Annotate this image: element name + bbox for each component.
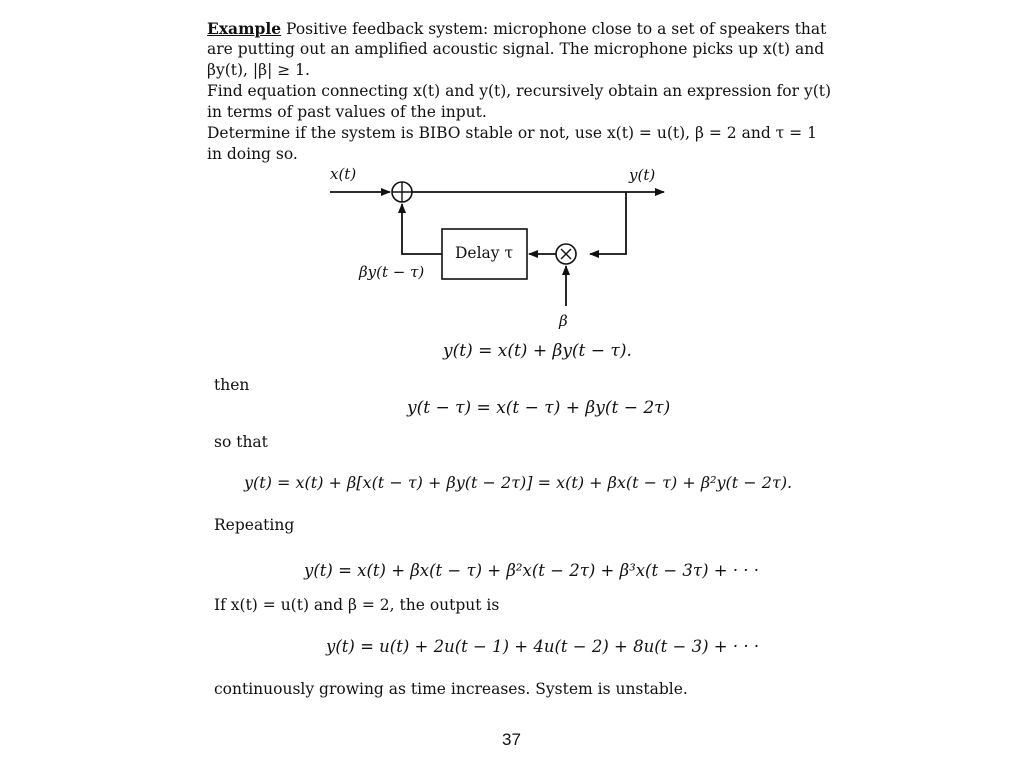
- gain-label: β: [559, 312, 568, 330]
- input-label: x(t): [330, 165, 357, 183]
- summing-junction: [392, 182, 412, 202]
- problem-line-3: βy(t), |β| ≥ 1.: [207, 61, 310, 79]
- text-then: then: [214, 376, 250, 394]
- delay-to-adder-line: [402, 204, 442, 254]
- problem-line-7: in doing so.: [207, 145, 298, 163]
- problem-line-4: Find equation connecting x(t) and y(t), recursively obtain an expression for y(t): [207, 82, 832, 100]
- feedback-block-diagram: [0, 0, 1024, 340]
- text-conclusion: continuously growing as time increases. System is unstable.: [214, 680, 688, 698]
- feedback-path-line: [590, 192, 626, 254]
- problem-text-1: Positive feedback system: microphone close to a set of speakers that: [286, 20, 827, 38]
- example-keyword: Example: [207, 19, 282, 38]
- page-number: 37: [502, 730, 521, 749]
- text-repeating: Repeating: [214, 516, 295, 534]
- equation-3: y(t) = x(t) + β[x(t − τ) + βy(t − 2τ)] = x(t) + βx(t − τ) + β²y(t − 2τ).: [244, 473, 793, 492]
- problem-line-6: Determine if the system is BIBO stable or not, use x(t) = u(t), β = 2 and τ = 1: [207, 124, 817, 142]
- delay-label: Delay τ: [455, 244, 514, 262]
- text-so-that: so that: [214, 433, 268, 451]
- problem-line-2: are putting out an amplified acoustic signal. The microphone picks up x(t) and: [207, 40, 825, 58]
- equation-1: y(t) = x(t) + βy(t − τ).: [443, 341, 632, 361]
- equation-2: y(t − τ) = x(t − τ) + βy(t − 2τ): [407, 398, 671, 418]
- output-label: y(t): [629, 166, 656, 184]
- feedback-label: βy(t − τ): [359, 263, 425, 281]
- multiplier-junction: [556, 244, 576, 264]
- problem-line-5: in terms of past values of the input.: [207, 103, 487, 121]
- text-if-line: If x(t) = u(t) and β = 2, the output is: [214, 596, 500, 614]
- equation-4: y(t) = x(t) + βx(t − τ) + β²x(t − 2τ) + β³x(t − 3τ) + · · ·: [304, 561, 760, 580]
- equation-5: y(t) = u(t) + 2u(t − 1) + 4u(t − 2) + 8u(t − 3) + · · ·: [326, 637, 760, 656]
